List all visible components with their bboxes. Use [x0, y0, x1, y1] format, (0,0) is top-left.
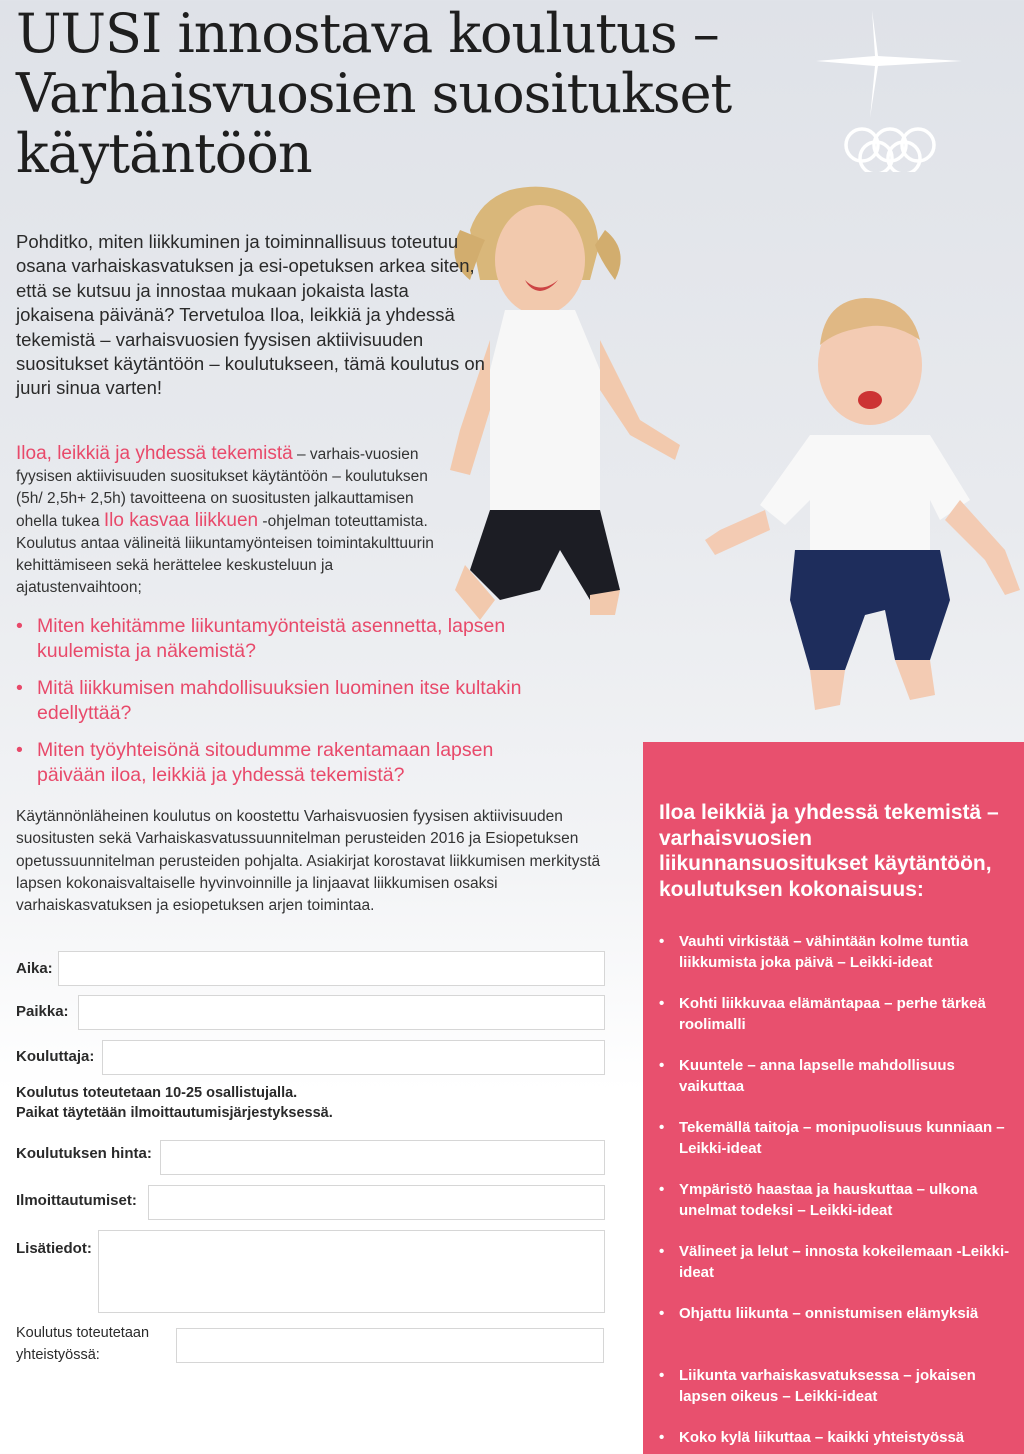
boy-figure: [705, 298, 1020, 710]
registration-field[interactable]: [148, 1185, 605, 1220]
list-item: [659, 1118, 1019, 1180]
bullet-icon: •: [659, 1305, 665, 1322]
bullet-icon: •: [659, 1429, 665, 1446]
panel-item-text: Vauhti virkistää – vähintään kolme tuntia liikkumista joka päivä – Leikki-ideat: [679, 933, 969, 971]
list-item: [16, 676, 536, 726]
list-item: [16, 738, 536, 788]
question-list: [16, 614, 536, 800]
info-field[interactable]: [98, 1230, 605, 1313]
list-item: [659, 1180, 1019, 1242]
bullet-icon: •: [16, 615, 23, 637]
list-item: [659, 994, 1019, 1056]
intro-paragraph: Pohditko, miten liikkuminen ja toiminnallisuus toteutuu osana varhaiskasvatuksen ja esi-opetuksen arkea siten, että se kutsuu ja innostaa mukaan jokaista lasta jokaisena päivänä? Tervetuloa Iloa, leikkiä ja yhdessä tekemistä – varhaisvuosien fyysisen aktiivisuuden suositukset käytäntöön – koulutukseen, tämä koulutus on juuri sinua varten!: [16, 231, 485, 399]
panel-item-text: Liikunta varhaiskasvatuksessa – jokaisen lapsen oikeus – Leikki-ideat: [679, 1367, 976, 1405]
cooperation-label: Koulutus toteutetaan yhteistyössä:: [16, 1325, 150, 1363]
list-item: [659, 1056, 1019, 1118]
price-field[interactable]: [160, 1140, 605, 1175]
time-field[interactable]: [58, 951, 605, 986]
panel-item-text: Ympäristö haastaa ja hauskuttaa – ulkona unelmat todeksi – Leikki-ideat: [679, 1181, 978, 1219]
question-text: Mitä liikkumisen mahdollisuuksien luominen itse kultakin edellyttää?: [37, 677, 522, 724]
list-item: [659, 932, 1019, 994]
list-item: [659, 1366, 1019, 1428]
bullet-icon: •: [659, 1057, 665, 1074]
price-label: Koulutuksen hinta:: [16, 1145, 152, 1162]
panel-item-text: Kohti liikkuvaa elämäntapaa – perhe tärkeä roolimalli: [679, 995, 986, 1033]
panel-list: [659, 932, 1019, 1454]
olympic-cross-logo-icon: [812, 6, 968, 172]
bullet-icon: •: [659, 933, 665, 950]
bullet-icon: •: [659, 1181, 665, 1198]
description-text-1: – varhais-vuosien fyysisen aktiivisuuden suositukset käytäntöön – koulutuksen (5h/ 2,5h+ 2,5h) tavoitteena on suositusten jalkauttamisen ohella tukea: [16, 446, 428, 530]
question-text: Miten työyhteisönä sitoudumme rakentamaan lapsen päivään iloa, leikkiä ja yhdessä tekemistä?: [37, 739, 494, 786]
place-field[interactable]: [78, 995, 605, 1030]
list-item: [659, 1304, 1019, 1366]
panel-item-text: Tekemällä taitoja – monipuolisuus kunniaan – Leikki-ideat: [679, 1119, 1005, 1157]
list-item: [16, 614, 536, 664]
trainer-label: Kouluttaja:: [16, 1048, 95, 1065]
page-title: UUSI innostava koulutus – Varhaisvuosien suositukset käytäntöön: [16, 2, 732, 185]
panel-item-text: Ohjattu liikunta – onnistumisen elämyksiä: [679, 1305, 979, 1322]
bullet-icon: •: [659, 995, 665, 1012]
list-item: [659, 1428, 1019, 1454]
time-label: Aika:: [16, 960, 53, 977]
cooperation-field[interactable]: [176, 1328, 604, 1363]
panel-item-text: Kuuntele – anna lapselle mahdollisuus vaikuttaa: [679, 1057, 955, 1095]
participants-note: [16, 1084, 576, 1123]
bullet-icon: •: [659, 1243, 665, 1260]
program-name-highlight: Iloa, leikkiä ja yhdessä tekemistä: [16, 443, 293, 464]
panel-title: Iloa leikkiä ja yhdessä tekemistä – varhaisvuosien liikunnansuositukset käytäntöön, koulutuksen kokonaisuus:: [659, 801, 999, 901]
ilo-kasvaa-liikkuen-highlight: Ilo kasvaa liikkuen: [103, 510, 259, 531]
question-text: Miten kehitämme liikuntamyönteistä asennetta, lapsen kuulemista ja näkemistä?: [37, 615, 506, 662]
bullet-icon: •: [659, 1367, 665, 1384]
bullet-icon: •: [16, 739, 23, 761]
training-overview-panel: [643, 742, 1024, 1454]
description-text-2: -ohjelman toteuttamista. Koulutus antaa välineitä liikuntamyönteisen toimintakulttuurin kehittämiseen sekä herättelee keskusteluun ja ajatustenvaihtoon;: [16, 513, 434, 596]
participants-note-line: Koulutus toteutetaan 10-25 osallistujalla.: [16, 1085, 298, 1101]
list-item: [659, 1242, 1019, 1304]
place-label: Paikka:: [16, 1003, 69, 1020]
trainer-field[interactable]: [102, 1040, 605, 1075]
description-paragraph: [16, 443, 456, 599]
participants-note-line: Paikat täytetään ilmoittautumisjärjestyksessä.: [16, 1104, 333, 1121]
bullet-icon: •: [16, 677, 23, 699]
info-label: Lisätiedot:: [16, 1240, 92, 1257]
background-paragraph: Käytännönläheinen koulutus on koostettu Varhaisvuosien fyysisen aktiivisuuden suositusten sekä Varhaiskasvatussuunnitelman perusteiden 2016 ja Esiopetuksen opetussuunnitelman perusteiden pohjalta. Asiakirjat korostavat liikkumisen merkitystä lapsen kokonaisvaltaiselle hyvinvoinnille ja linjaavat liikkumisen osaksi varhaiskasvatuksen ja esiopetuksen arjen toimintaa.: [16, 808, 601, 915]
panel-item-text: Koko kylä liikuttaa – kaikki yhteistyössä: [679, 1429, 965, 1446]
registration-label: Ilmoittautumiset:: [16, 1192, 137, 1209]
bullet-icon: •: [659, 1119, 665, 1136]
panel-item-text: Välineet ja lelut – innosta kokeilemaan -Leikki-ideat: [679, 1243, 1010, 1281]
